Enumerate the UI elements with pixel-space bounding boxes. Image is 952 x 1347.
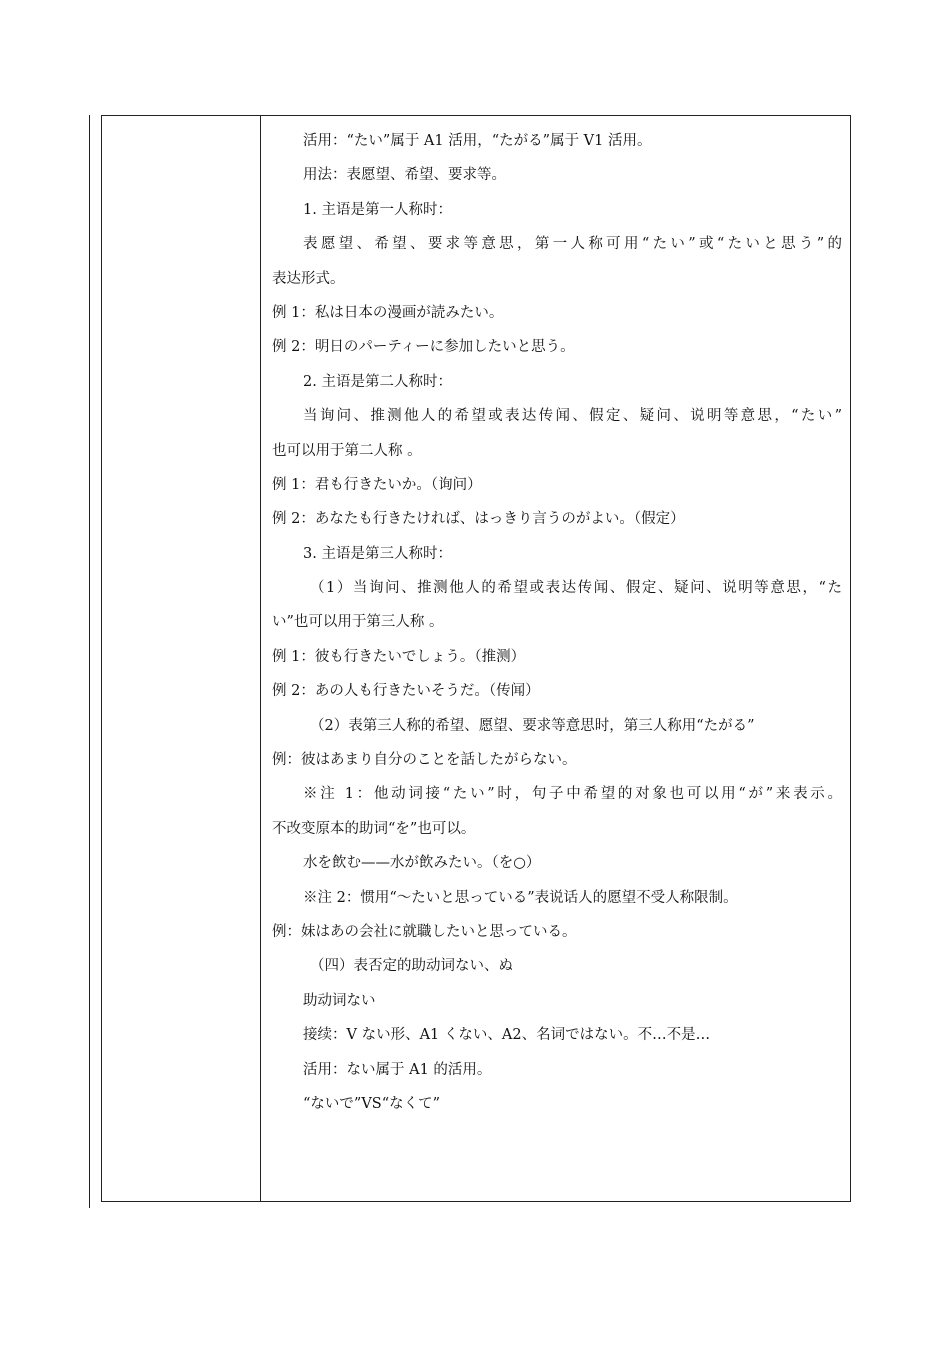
text-line: 助动词ない	[303, 992, 376, 1009]
text-line: 活用：“たい”属于 A1 活用，“たがる”属于 V1 活用。	[303, 133, 652, 149]
text-line: 2. 主语是第二人称时：	[303, 373, 452, 390]
text-line: 活用：ない属于 A1 的活用。	[303, 1061, 492, 1078]
text-line: 例 1：彼も行きたいでしょう。（推测）	[272, 648, 526, 665]
text-line: ※注 2：惯用“～たいと思っている”表说话人的愿望不受人称限制。	[303, 889, 738, 906]
left-cell	[102, 116, 261, 1201]
text-line: 3. 主语是第三人称时：	[303, 545, 452, 562]
right-cell	[261, 116, 850, 1201]
text-line: 水を飲む——水が飲みたい。（を○）	[303, 855, 541, 872]
text-line: （四）表否定的助动词ない、ぬ	[310, 958, 513, 975]
content-table	[101, 115, 851, 1202]
text-line: 1. 主语是第一人称时：	[303, 201, 452, 218]
text-line: 用法：表愿望、希望、要求等。	[303, 167, 506, 184]
text-line: 例 1：私は日本の漫画が読みたい。	[272, 304, 504, 321]
text-line: い”也可以用于第三人称 。	[272, 614, 444, 631]
text-line: 例 2：あなたも行きたければ、はっきり言うのがよい。（假定）	[272, 511, 685, 528]
text-line: 也可以用于第二人称 。	[272, 442, 422, 459]
text-line: 当询问、推测他人的希望或表达传闻、假定、疑问、说明等意思，“たい”	[303, 408, 842, 425]
text-line: “ないで”VS“なくて”	[303, 1095, 441, 1112]
text-line: 表愿望、希望、要求等意思，第一人称可用“たい”或“たいと思う”的	[303, 236, 842, 253]
margin-line	[89, 115, 90, 1208]
text-line: 表达形式。	[272, 270, 345, 287]
text-line: 例：妹はあの会社に就職したいと思っている。	[272, 923, 577, 940]
text-lines	[272, 124, 842, 1121]
text-line: 不改变原本的助词“を”也可以。	[272, 820, 476, 837]
text-line: （2）表第三人称的希望、愿望、要求等意思时，第三人称用“たがる”	[310, 717, 755, 734]
text-line: 例 1：君も行きたいか。（询问）	[272, 476, 482, 493]
text-line: 例 2：明日のパーティーに参加したいと思う。	[272, 339, 575, 356]
text-line: 例 2：あの人も行きたいそうだ。（传闻）	[272, 683, 540, 700]
text-line: ※注 1：他动词接“たい”时，句子中希望的对象也可以用“が”来表示。	[303, 786, 842, 803]
text-line: （1）当询问、推测他人的希望或表达传闻、假定、疑问、说明等意思，“た	[310, 580, 842, 597]
text-line: 接续：V ない形、A1 くない、A2、名词ではない。不…不是…	[303, 1027, 711, 1044]
text-line: 例：彼はあまり自分のことを話したがらない。	[272, 752, 577, 769]
